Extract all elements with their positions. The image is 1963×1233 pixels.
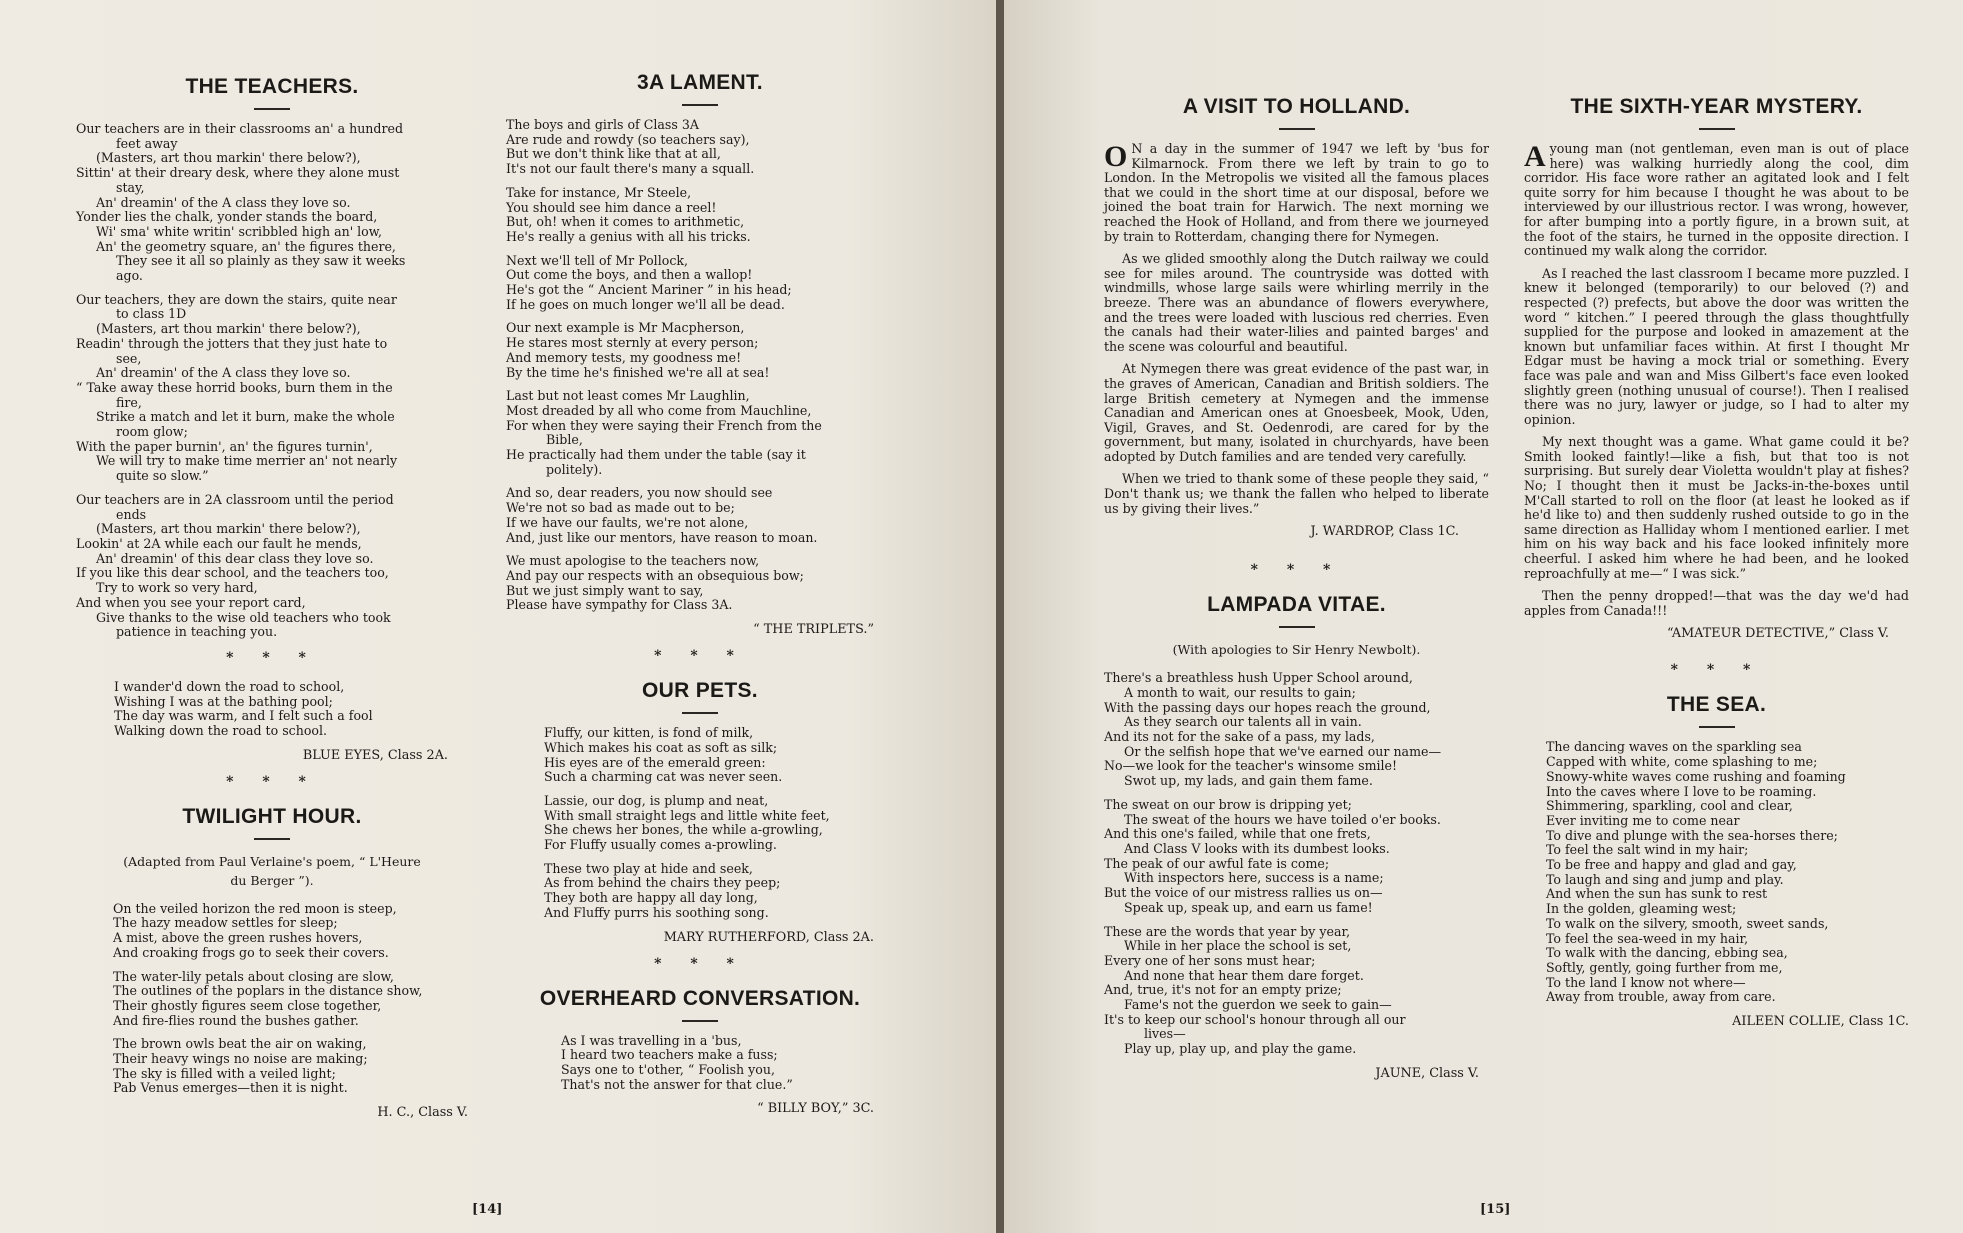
- poem-line: You should see him dance a reel!: [506, 199, 717, 215]
- right-column-1: [1104, 94, 1489, 1082]
- poem-stanza: [113, 970, 468, 1029]
- poem-line: Take for instance, Mr Steele,: [506, 184, 692, 200]
- article-paragraph: Then the penny dropped!—that was the day we'd had apples from Canada!!!: [1524, 588, 1909, 618]
- subtitle-line: (Adapted from Paul Verlaine's poem, “ L'Heure: [123, 853, 421, 869]
- poem-line: stay,: [116, 179, 145, 195]
- poem-line: To laugh and sing and jump and play.: [1546, 871, 1784, 887]
- poem-line: But, oh! when it comes to arithmetic,: [506, 214, 745, 230]
- poem-line: With small straight legs and little white feet,: [544, 807, 830, 823]
- poem-stanza: [561, 1034, 894, 1093]
- poem-line: To dive and plunge with the sea-horses there;: [1546, 827, 1838, 843]
- poem-line: And Fluffy purrs his soothing song.: [544, 904, 769, 920]
- poem-line: And when you see your report card,: [76, 594, 306, 610]
- poem-line: The boys and girls of Class 3A: [506, 117, 699, 132]
- twilight-subtitle: [76, 852, 468, 890]
- poem-line: Sittin' at their dreary desk, where they alone must: [76, 165, 400, 181]
- article-paragraph: [1524, 142, 1909, 259]
- right-column-2: [1524, 94, 1909, 1030]
- poem-line: Our teachers are in their classrooms an' a hundred: [76, 121, 404, 136]
- poem-line: And memory tests, my goodness me!: [506, 349, 742, 365]
- title-rule: [1279, 626, 1315, 628]
- poem-stanza: [506, 554, 894, 613]
- poem-line: In the golden, gleaming west;: [1546, 901, 1737, 917]
- poem-line: Next we'll tell of Mr Pollock,: [506, 252, 689, 268]
- poem-line: see,: [116, 350, 142, 366]
- title-rule: [254, 108, 290, 110]
- poem-line: But we don't think like that at all,: [506, 146, 721, 162]
- wander-poem: [76, 680, 468, 739]
- poem-line: Our next example is Mr Macpherson,: [506, 320, 745, 336]
- left-column-1: [76, 74, 468, 1121]
- article-paragraph: As we glided smoothly along the Dutch railway we could see for miles around. The countryside was dotted with windmills, whose large sails were whirling merrily in the breeze. There was an abundance of flowers everywhere, and the trees were loaded with luscious red cherries. Even the canals had their water-lilies and painted barges' and the scene was colourful and beautiful.: [1104, 251, 1489, 354]
- poem-line: If we have our faults, we're not alone,: [506, 514, 749, 530]
- poem-line: That's not the answer for that clue.”: [561, 1076, 793, 1092]
- poem-line: “ Take away these horrid books, burn them in the: [76, 379, 393, 395]
- sea-poem: [1524, 740, 1909, 1005]
- poem-stanza: [76, 493, 468, 640]
- paragraph-text: young man (not gentleman, even man is out of place here) was walking hurriedly along the cool, dim corridor. His face wore rather an agitated look and I felt quite sorry for him because I thought he was about to be interviewed by our illustrious rector. I was wrong, however, for after bumping into a portly figure, in a brown suit, at the foot of the stairs, he turned in the opposite direction. I continued my walk along the corridor.: [1524, 141, 1909, 259]
- twilight-poem: [76, 902, 468, 1096]
- holland-signature: J. WARDROP, Class 1C.: [1310, 524, 1459, 540]
- poem-line: Away from trouble, away from care.: [1546, 989, 1776, 1005]
- poem-line: He's really a genius with all his tricks.: [506, 228, 751, 244]
- poem-stanza: [506, 486, 894, 545]
- poem-line: Ever inviting me to come near: [1546, 812, 1740, 828]
- poem-line: An' the geometry square, an' the figures there,: [96, 238, 396, 254]
- drop-cap: O: [1104, 140, 1128, 173]
- holland-title: A VISIT TO HOLLAND.: [1182, 95, 1411, 118]
- poem-line: By the time he's finished we're all at sea!: [506, 364, 770, 380]
- poem-line: Give thanks to the wise old teachers who took: [96, 609, 391, 625]
- poem-line: And fire-flies round the bushes gather.: [113, 1012, 359, 1028]
- poem-stanza: [506, 389, 894, 477]
- poem-stanza: [114, 680, 468, 739]
- mystery-article: [1524, 142, 1909, 618]
- holland-article: [1104, 142, 1489, 516]
- poem-line: As from behind the chairs they peep;: [544, 875, 781, 891]
- poem-line: (Masters, art thou markin' there below?),: [96, 150, 361, 166]
- poem-line: And pay our respects with an obsequious bow;: [506, 567, 804, 583]
- poem-stanza: [113, 902, 468, 961]
- poem-line: Lassie, our dog, is plump and neat,: [544, 792, 769, 808]
- drop-cap: A: [1524, 140, 1546, 173]
- poem-line: The hazy meadow settles for sleep;: [113, 915, 338, 931]
- article-paragraph: At Nymegen there was great evidence of the past war, in the graves of American, Canadian and British soldiers. The large British cemetery at Nymegen and the immense Canadian and American ones at Gnoesbeek, Mook, Uden, Vigil, Graves, and St. Oedenrodi, are cared for by the government, but many, isolated in churchyards, have been adopted by Dutch families and are tended very carefully.: [1104, 361, 1489, 464]
- poem-line: And so, dear readers, you now should see: [506, 485, 773, 501]
- poem-stanza: [506, 321, 894, 380]
- left-column-2: [506, 70, 894, 1117]
- poem-line: Such a charming cat was never seen.: [544, 769, 783, 785]
- poem-line: Out come the boys, and then a wallop!: [506, 267, 753, 283]
- poem-line: fire,: [116, 394, 142, 410]
- poem-stanza: [113, 1037, 468, 1096]
- poem-line: On the veiled horizon the red moon is steep,: [113, 900, 397, 916]
- poem-line: Please have sympathy for Class 3A.: [506, 597, 733, 613]
- poem-line: They both are happy all day long,: [544, 890, 758, 906]
- poem-line: Yonder lies the chalk, yonder stands the board,: [76, 209, 378, 225]
- poem-line: Their heavy wings no noise are making;: [113, 1051, 368, 1067]
- subtitle-line: du Berger ”).: [230, 872, 314, 888]
- poem-line: patience in teaching you.: [116, 624, 278, 640]
- overheard-signature: “ BILLY BOY,” 3C.: [757, 1101, 874, 1117]
- poem-line: And, just like our mentors, have reason to moan.: [506, 529, 818, 545]
- poem-line: To feel the sea-weed in my hair,: [1546, 930, 1749, 946]
- title-rule: [254, 838, 290, 840]
- poem-line: Softly, gently, going further from me,: [1546, 959, 1783, 975]
- poem-line: Fame's not the guerdon we seek to gain—: [1124, 997, 1392, 1013]
- poem-line: Fluffy, our kitten, is fond of milk,: [544, 725, 754, 741]
- title-rule: [1279, 128, 1315, 130]
- right-page: [1004, 0, 1963, 1233]
- poem-line: And none that hear them dare forget.: [1124, 967, 1364, 983]
- poem-stanza: [506, 186, 894, 245]
- poem-stanza: [76, 122, 468, 284]
- poem-line: As they search our talents all in vain.: [1124, 714, 1362, 730]
- article-paragraph: When we tried to thank some of these people they said, “ Don't thank us; we thank the fallen who helped to liberate us by giving their lives.”: [1104, 471, 1489, 516]
- poem-stanza: [506, 118, 894, 177]
- poem-line: Lookin' at 2A while each our fault he mends,: [76, 535, 362, 551]
- poem-line: (Masters, art thou markin' there below?),: [96, 321, 361, 337]
- poem-line: But the voice of our mistress rallies us on—: [1104, 885, 1383, 901]
- poem-stanza: [1104, 671, 1489, 789]
- poem-line: The dancing waves on the sparkling sea: [1546, 739, 1802, 755]
- poem-line: But we just simply want to say,: [506, 582, 704, 598]
- poem-line: For Fluffy usually comes a-prowling.: [544, 837, 777, 853]
- poem-line: quite so slow.”: [116, 468, 209, 484]
- mystery-signature: “AMATEUR DETECTIVE,” Class V.: [1666, 626, 1889, 642]
- poem-line: A month to wait, our results to gain;: [1124, 684, 1356, 700]
- poem-line: It's not our fault there's many a squall.: [506, 161, 755, 177]
- poem-line: Strike a match and let it burn, make the whole: [96, 409, 395, 425]
- title-rule: [1699, 726, 1735, 728]
- pets-signature: MARY RUTHERFORD, Class 2A.: [663, 929, 874, 945]
- section-divider: * * *: [654, 955, 746, 972]
- poem-line: I wander'd down the road to school,: [114, 678, 345, 694]
- paragraph-text: N a day in the summer of 1947 we left by 'bus for Kilmarnock. From there we left by train to go to London. In the Metropolis we visited all the famous places that we could in the short time at our disposal, before we joined the boat train for Harwich. The next morning we reached the Hook of Holland, and from there we journeyed by train to Rotterdam, changing there for Nymegen.: [1104, 141, 1489, 244]
- poem-line: Says one to t'other, “ Foolish you,: [561, 1061, 775, 1077]
- poem-line: The day was warm, and I felt such a fool: [114, 708, 373, 724]
- title-rule: [682, 712, 718, 714]
- poem-line: He's got the “ Ancient Mariner ” in his head;: [506, 282, 792, 298]
- mystery-title: THE SIXTH-YEAR MYSTERY.: [1570, 95, 1863, 118]
- poem-line: Our teachers are in 2A classroom until the period: [76, 491, 394, 507]
- poem-line: Pab Venus emerges—then it is night.: [113, 1080, 348, 1096]
- twilight-signature: H. C., Class V.: [377, 1105, 468, 1121]
- section-divider: * * *: [654, 648, 746, 665]
- poem-line: ends: [116, 506, 147, 522]
- title-rule: [1699, 128, 1735, 130]
- sea-signature: AILEEN COLLIE, Class 1C.: [1732, 1014, 1909, 1030]
- poem-line: To be free and happy and glad and gay,: [1546, 857, 1797, 873]
- title-rule: [682, 1020, 718, 1022]
- poem-line: Capped with white, come splashing to me;: [1546, 754, 1818, 770]
- lampada-signature: JAUNE, Class V.: [1375, 1065, 1479, 1081]
- overheard-poem: [506, 1034, 894, 1093]
- article-paragraph: My next thought was a game. What game could it be? Smith looked faintly!—like a fish, but that too is not surprising. But surely dear Violetta wouldn't play at fishes? No; I thought then it must be Jacks-in-the-boxes until M'Call started to roll on the floor (at least he looked as if he'd like to) and then suddenly rushed outside to go in the same direction as Halliday whom I mentioned earlier. I met him on his way back and his face looked infinitely more cheerful. I asked him where he had been, and he looked reproachfully at me—“ I was sick.”: [1524, 434, 1909, 581]
- poem-line: Wi' sma' white writin' scribbled high an' low,: [96, 223, 383, 239]
- poem-line: And this one's failed, while that one frets,: [1104, 826, 1371, 842]
- page-number-left: [14]: [472, 1202, 503, 1217]
- poem-line: To walk with the dancing, ebbing sea,: [1546, 945, 1788, 961]
- poem-line: It's to keep our school's honour through all our: [1104, 1011, 1406, 1027]
- poem-line: To walk on the silvery, smooth, sweet sands,: [1546, 915, 1829, 931]
- poem-line: politely).: [546, 461, 603, 477]
- poem-line: lives—: [1144, 1026, 1186, 1042]
- poem-stanza: [544, 862, 894, 921]
- poem-stanza: [544, 794, 894, 853]
- poem-line: An' dreamin' of this dear class they love so.: [96, 550, 374, 566]
- poem-line: Speak up, speak up, and earn us fame!: [1124, 899, 1373, 915]
- poem-line: The peak of our awful fate is come;: [1104, 855, 1330, 871]
- article-paragraph: [1104, 142, 1489, 244]
- poem-line: Every one of her sons must hear;: [1104, 952, 1316, 968]
- poem-line: The brown owls beat the air on waking,: [113, 1036, 367, 1052]
- poem-line: And its not for the sake of a pass, my lads,: [1104, 729, 1375, 745]
- poem-line: There's a breathless hush Upper School around,: [1104, 670, 1413, 686]
- poem-line: As I was travelling in a 'bus,: [561, 1032, 742, 1048]
- poem-line: The water-lily petals about closing are slow,: [113, 968, 394, 984]
- section-divider: * * *: [1250, 562, 1343, 579]
- poem-stanza: [76, 293, 468, 484]
- poem-line: Or the selfish hope that we've earned our name—: [1124, 743, 1442, 759]
- poem-line: They see it all so plainly as they saw it weeks: [116, 253, 406, 269]
- lament-title: 3A LAMENT.: [637, 71, 763, 94]
- poem-line: And, true, it's not for an empty prize;: [1104, 982, 1342, 998]
- poem-line: An' dreamin' of the A class they love so.: [96, 365, 351, 381]
- poem-line: An' dreamin' of the A class they love so.: [96, 194, 351, 210]
- wander-signature: BLUE EYES, Class 2A.: [302, 747, 448, 763]
- section-divider: * * *: [226, 773, 318, 790]
- poem-line: Most dreaded by all who come from Mauchline,: [506, 402, 812, 418]
- poem-line: The outlines of the poplars in the distance show,: [113, 983, 423, 999]
- poem-stanza: [1104, 798, 1489, 916]
- page-number-right: [15]: [1480, 1202, 1511, 1217]
- section-divider: * * *: [1670, 662, 1763, 679]
- poem-line: And when the sun has sunk to rest: [1546, 886, 1768, 902]
- poem-line: If he goes on much longer we'll all be dead.: [506, 296, 785, 312]
- poem-line: The sky is filled with a veiled light;: [113, 1065, 336, 1081]
- poem-line: To feel the salt wind in my hair;: [1546, 842, 1749, 858]
- poem-line: room glow;: [116, 424, 188, 440]
- poem-line: And croaking frogs go to seek their covers.: [113, 944, 389, 960]
- poem-line: to class 1D: [116, 306, 187, 322]
- lampada-subtitle: (With apologies to Sir Henry Newbolt).: [1172, 642, 1421, 658]
- poem-line: No—we look for the teacher's winsome smile!: [1104, 758, 1398, 774]
- poem-line: Shimmering, sparkling, cool and clear,: [1546, 798, 1793, 814]
- poem-line: We will try to make time merrier an' not nearly: [96, 453, 398, 469]
- poem-line: Our teachers, they are down the stairs, quite near: [76, 291, 397, 307]
- poem-line: Their ghostly figures seem close together,: [113, 997, 382, 1013]
- title-rule: [682, 104, 718, 106]
- teachers-poem: [76, 122, 468, 640]
- poem-stanza: [506, 254, 894, 313]
- poem-line: We're not so bad as made out to be;: [506, 500, 735, 516]
- poem-line: These are the words that year by year,: [1104, 923, 1351, 939]
- article-paragraph: As I reached the last classroom I became more puzzled. I knew it belonged (temporarily) to our beloved (?) and respected (?) prefects, but above the door was written the word “ kitchen.” I peered through the glass thoughtfully supplied for the purpose and looked in amazement at the known but unfamiliar faces within. At first I thought Mr Edgar must be having a mock trial or something. Every face was pale and wan and Miss Gilbert's face even looked slightly green (nothing unusual of course!). Then I realised there was no jury, lawyer or judge, so I had to alter my opinion.: [1524, 265, 1909, 427]
- poem-line: Swot up, my lads, and gain them fame.: [1124, 773, 1373, 789]
- poem-line: While in her place the school is set,: [1124, 938, 1352, 954]
- poem-line: The sweat on our brow is dripping yet;: [1104, 796, 1352, 812]
- lament-poem: [506, 118, 894, 613]
- poem-line: ago.: [116, 268, 143, 284]
- teachers-title: THE TEACHERS.: [185, 75, 359, 98]
- poem-line: For when they were saying their French from the: [506, 417, 822, 433]
- poem-line: feet away: [116, 135, 178, 151]
- poem-line: Are rude and rowdy (so teachers say),: [506, 131, 750, 147]
- lament-signature: “ THE TRIPLETS.”: [753, 622, 874, 638]
- poem-stanza: [1104, 925, 1489, 1057]
- poem-line: We must apologise to the teachers now,: [506, 553, 760, 569]
- poem-line: To the land I know not where—: [1546, 974, 1746, 990]
- poem-line: Snowy-white waves come rushing and foaming: [1546, 768, 1846, 784]
- poem-line: (Masters, art thou markin' there below?),: [96, 521, 361, 537]
- poem-line: He practically had them under the table (say it: [506, 447, 806, 463]
- pets-poem: [506, 726, 894, 920]
- poem-line: If you like this dear school, and the teachers too,: [76, 565, 389, 581]
- poem-line: The sweat of the hours we have toiled o'er books.: [1124, 811, 1441, 827]
- poem-line: Play up, play up, and play the game.: [1124, 1041, 1357, 1057]
- twilight-title: TWILIGHT HOUR.: [182, 804, 362, 828]
- poem-line: A mist, above the green rushes hovers,: [113, 930, 363, 946]
- poem-line: Bible,: [546, 432, 583, 448]
- lampada-poem: [1104, 671, 1489, 1057]
- poem-line: Last but not least comes Mr Laughlin,: [506, 388, 750, 404]
- section-divider: * * *: [226, 649, 318, 666]
- poem-line: Readin' through the jotters that they just hate to: [76, 335, 388, 351]
- overheard-title: OVERHEARD CONVERSATION.: [539, 986, 861, 1010]
- poem-line: With the passing days our hopes reach the ground,: [1104, 699, 1431, 715]
- poem-line: Walking down the road to school.: [114, 723, 328, 739]
- poem-line: Into the caves where I love to be roaming.: [1546, 783, 1817, 799]
- poem-line: With the paper burnin', an' the figures turnin',: [76, 438, 373, 454]
- poem-line: She chews her bones, the while a-growling,: [544, 822, 823, 838]
- poem-line: Which makes his coat as soft as silk;: [544, 739, 778, 755]
- poem-line: I heard two teachers make a fuss;: [561, 1047, 778, 1063]
- sea-title: THE SEA.: [1666, 693, 1767, 717]
- poem-line: These two play at hide and seek,: [544, 860, 753, 876]
- poem-line: His eyes are of the emerald green:: [544, 754, 766, 770]
- pets-title: OUR PETS.: [642, 679, 758, 703]
- poem-line: Wishing I was at the bathing pool;: [114, 693, 333, 709]
- poem-line: He stares most sternly at every person;: [506, 335, 759, 351]
- poem-line: And Class V looks with its dumbest looks.: [1124, 840, 1390, 856]
- poem-stanza: [1546, 740, 1909, 1005]
- poem-line: Try to work so very hard,: [96, 580, 258, 596]
- poem-line: With inspectors here, success is a name;: [1124, 870, 1384, 886]
- lampada-title: LAMPADA VITAE.: [1207, 593, 1386, 617]
- poem-stanza: [544, 726, 894, 785]
